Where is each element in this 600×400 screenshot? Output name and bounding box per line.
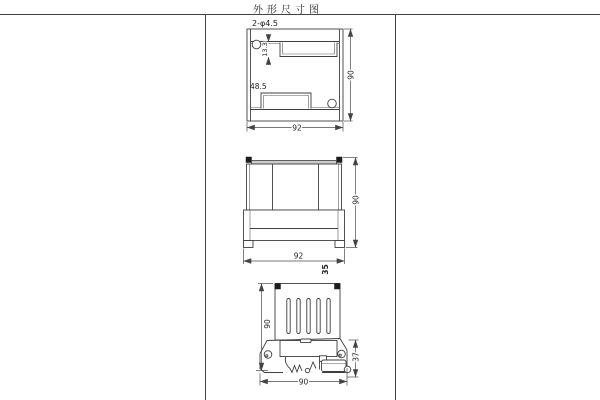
rail-channel-slot <box>301 339 312 343</box>
front-foot-left <box>244 241 254 248</box>
top-view-slot-width-label: 48.5 <box>250 82 267 91</box>
front-view-height-label: 90 <box>351 195 361 205</box>
drawing-title: 外形尺寸图 <box>253 5 323 16</box>
screw-hole-left <box>264 351 272 359</box>
top-notch-fill <box>280 43 337 57</box>
clip-cutout <box>283 357 322 374</box>
side-view-rail-height-label: 37 <box>351 352 361 362</box>
front-clip-right <box>337 157 343 163</box>
front-top-bar <box>252 161 337 165</box>
top-view-notch-depth-label: 13.3 <box>261 42 269 57</box>
top-view <box>247 19 356 132</box>
screw-hole-right <box>338 350 346 358</box>
front-lower-section <box>244 210 345 241</box>
side-view-height-label: 90 <box>263 319 272 329</box>
side-view-width-label: 90 <box>298 377 309 387</box>
front-foot-right <box>335 241 345 248</box>
front-view-depth-label: 35 <box>321 264 330 275</box>
mount-hole-top-left <box>252 40 261 49</box>
front-view-width-label: 92 <box>293 251 304 261</box>
front-body <box>247 164 342 210</box>
front-clip-left <box>246 157 252 163</box>
top-view-height-label: 90 <box>346 70 356 80</box>
din-latch-body <box>322 360 347 372</box>
front-view <box>244 157 361 275</box>
side-clip-right <box>335 284 341 290</box>
top-view-width-label: 92 <box>292 123 302 133</box>
din-latch-hook <box>344 366 351 373</box>
top-view-hole-label: 2-φ4.5 <box>252 19 278 28</box>
mount-hole-bottom-right <box>328 99 337 108</box>
side-clip-left <box>275 284 281 290</box>
side-view <box>256 284 361 387</box>
